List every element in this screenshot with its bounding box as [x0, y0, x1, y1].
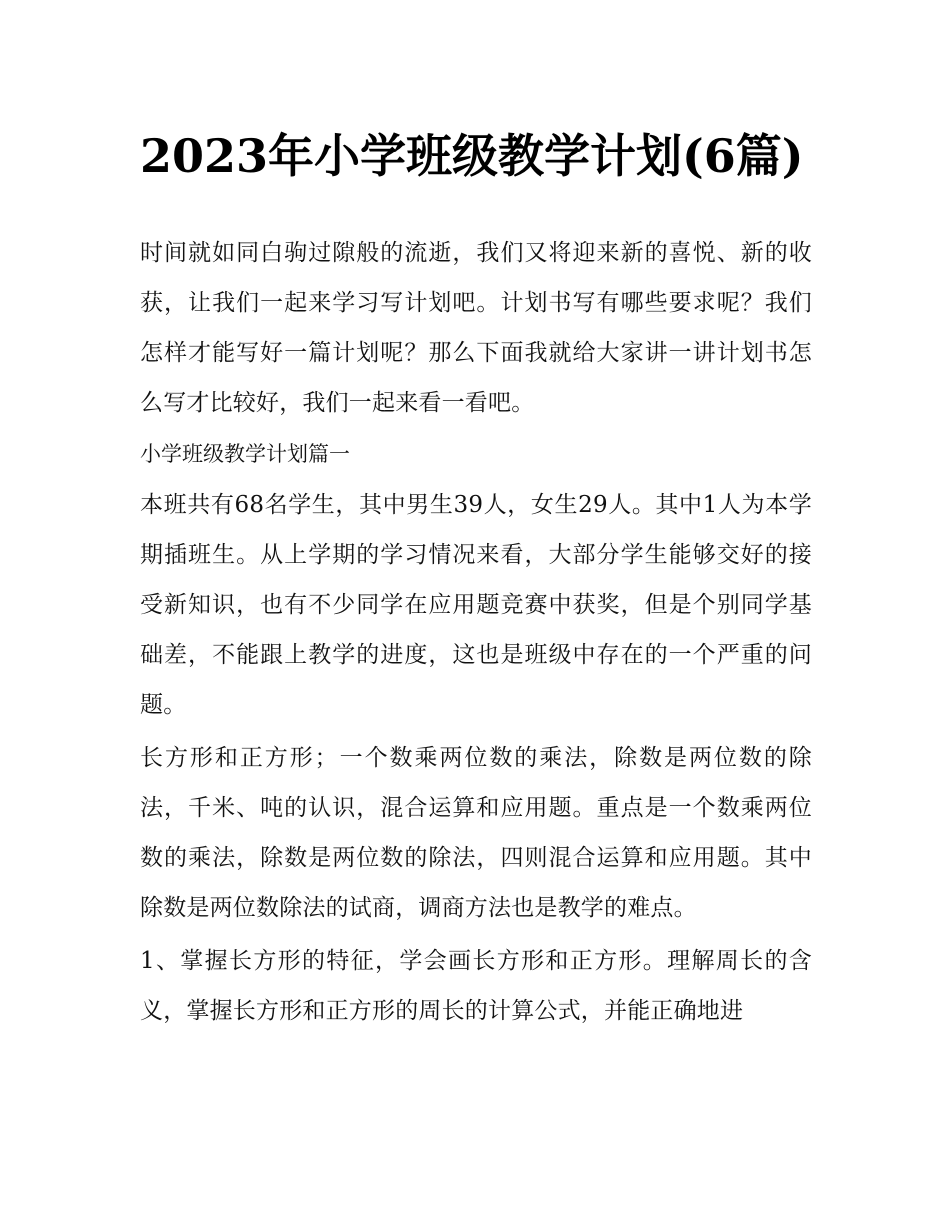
content-paragraph: 长方形和正方形；一个数乘两位数的乘法，除数是两位数的除法，千米、吨的认识，混合运算和应用题。重点是一个数乘两位数的乘法，除数是两位数的除法，四则混合运算和应用题。其中除数是两位数除法的试商，调商方法也是教学的难点。 [140, 745, 812, 921]
goal-paragraph: 1、掌握长方形的特征，学会画长方形和正方形。理解周长的含义，掌握长方形和正方形的周长的计算公式，并能正确地进 [140, 948, 812, 1024]
class-info-paragraph: 本班共有68名学生，其中男生39人，女生29人。其中1人为本学期插班生。从上学期的学习情况来看，大部分学生能够交好的接受新知识，也有不少同学在应用题竞赛中获奖，但是个别同学基础差，不能跟上教学的进度，这也是班级中存在的一个严重的问题。 [140, 492, 812, 718]
document-page [140, 118, 812, 1039]
document-body [140, 228, 812, 1036]
section-heading: 小学班级教学计划篇一 [140, 442, 350, 466]
intro-paragraph: 时间就如同白驹过隙般的流逝，我们又将迎来新的喜悦、新的收获，让我们一起来学习写计划吧。计划书写有哪些要求呢？我们怎样才能写好一篇计划呢？那么下面我就给大家讲一讲计划书怎么写才比较好，我们一起来看一看吧。 [140, 240, 812, 416]
document-title: 2023年小学班级教学计划(6篇) [140, 129, 804, 183]
